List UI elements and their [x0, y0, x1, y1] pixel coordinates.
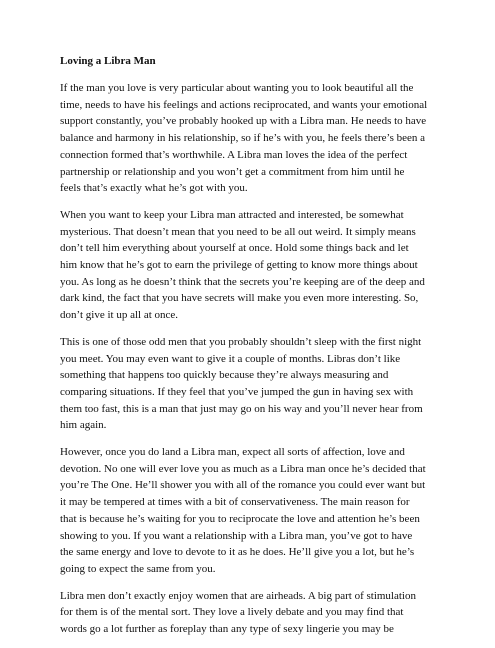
document-title: Loving a Libra Man [60, 55, 156, 67]
paragraph-line: support constantly, you’ve probably hooked up with a Libra man. He needs to have [60, 115, 427, 128]
paragraph-line: them too fast, this is a man that just may go on his way and you’ll never hear from [60, 402, 423, 415]
paragraph-line: When you want to keep your Libra man attracted and interested, be somewhat [60, 208, 404, 221]
paragraph-1 [60, 80, 440, 197]
paragraph-line: dark kind, the fact that you have secrets will make you even more interesting. So, [60, 292, 419, 305]
paragraph-line: connection formed that’s worthwhile. A Libra man loves the idea of the perfect [60, 148, 408, 161]
paragraph-line: Libra men don’t exactly enjoy women that are airheads. A big part of stimulation [60, 589, 416, 602]
paragraph-line: This is one of those odd men that you probably shouldn’t sleep with the first night [60, 335, 422, 348]
paragraph-line: that is because he’s waiting for you to reciprocate the love and attention he’s been [60, 512, 420, 525]
paragraph-line: If the man you love is very particular about wanting you to look beautiful all the [60, 82, 414, 94]
paragraph-line: partnership or relationship and you won’t get a commitment from him until he [60, 165, 405, 178]
paragraph-5 [60, 588, 440, 638]
paragraph-line: don’t tell him everything about yourself at once. Hold some things back and let [60, 242, 409, 255]
paragraph-line: However, once you do land a Libra man, expect all sorts of affection, love and [60, 446, 405, 459]
paragraph-line: going to expect the same from you. [60, 562, 216, 575]
paragraph-line: for them is of the mental sort. They love a lively debate and you may find that [60, 606, 404, 619]
paragraph-line: you’re The One. He’ll shower you with all of the romance you could ever want but [60, 479, 426, 492]
paragraph-line: him know that he’s got to earn the privilege of getting to know more things about [60, 259, 418, 272]
paragraph-line: mysterious. That doesn’t mean that you need to be all out weird. It simply means [60, 225, 416, 238]
paragraph-line: you. As long as he doesn’t think that the secrets you’re keeping are of the deep and [60, 275, 425, 288]
paragraph-line: showing to you. If you want a relationship with a Libra man, you’ve got to have [60, 529, 413, 542]
paragraph-2 [60, 207, 440, 324]
paragraph-line: feels that’s exactly what he’s got with you. [60, 182, 248, 195]
paragraph-3 [60, 334, 440, 434]
paragraph-line: you meet. You may even want to give it a couple of months. Libras don’t like [60, 352, 401, 365]
document-body [60, 54, 440, 648]
paragraph-line: something that happens too quickly because they’re always measuring and [60, 369, 389, 382]
paragraph-line: the same energy and love to devote to it as he does. He’ll give you a lot, but he’s [60, 546, 415, 559]
paragraph-line: words go a lot further as foreplay than any type of sexy lingerie you may be [60, 623, 394, 636]
paragraph-line: devotion. No one will ever love you as much as a Libra man once he’s decided that [60, 462, 426, 475]
paragraph-line: balance and harmony in his relationship, so if he’s with you, he feels there’s been a [60, 132, 426, 145]
paragraph-line: don’t give it up all at once. [60, 309, 179, 322]
paragraph-line: him again. [60, 419, 107, 432]
paragraph-line: it may be tempered at times with a bit of conservativeness. The main reason for [60, 496, 410, 509]
paragraph-line: comparing situations. If they feel that you’ve jumped the gun in having sex with [60, 385, 414, 398]
paragraph-4 [60, 444, 440, 578]
paragraph-line: time, needs to have his feelings and actions reciprocated, and wants your emotional [60, 98, 428, 111]
